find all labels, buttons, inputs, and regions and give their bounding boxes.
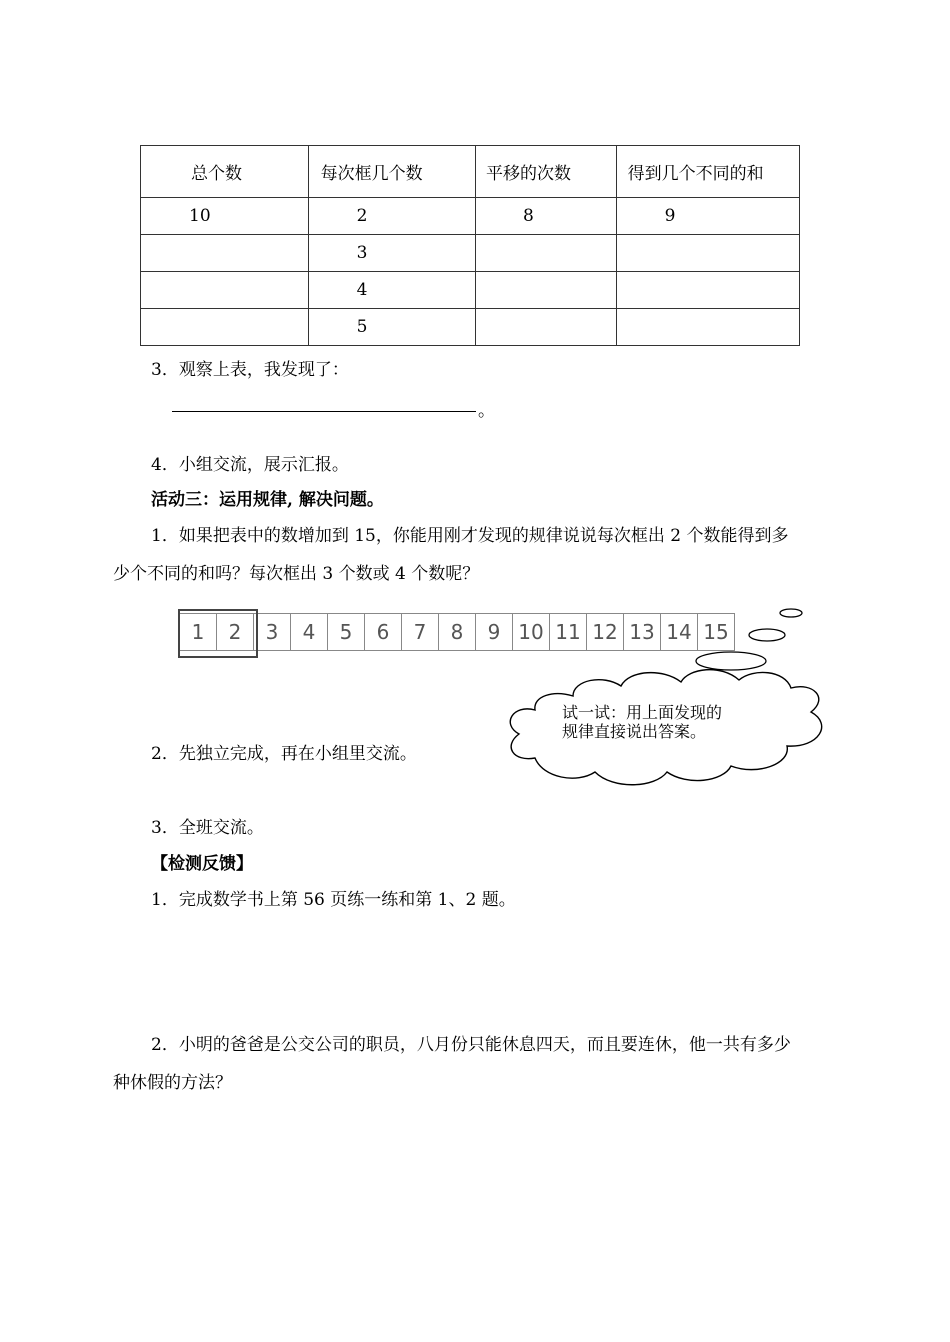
table-cell [616, 309, 799, 346]
thought-cloud-icon [495, 600, 845, 795]
table-header-cell [308, 146, 475, 198]
number-cell: 6 [364, 613, 402, 651]
table-cell [141, 272, 309, 309]
question-4: 4．小组交流，展示汇报。 [151, 455, 349, 475]
table-row [141, 198, 800, 235]
table-cell [476, 235, 617, 272]
table-cell [616, 272, 799, 309]
cell-value: 2 [356, 206, 368, 226]
activity-3-heading: 活动三：运用规律, 解决问题。 [151, 490, 384, 510]
problem-1-line-2: 少个不同的和吗？每次框出 3 个数或 4 个数呢？ [113, 564, 480, 584]
cell-value: 8 [523, 206, 534, 226]
cell-value: 5 [356, 317, 368, 337]
thought-bubble-small [780, 609, 802, 617]
feedback-2-line-2: 种休假的方法？ [113, 1073, 232, 1093]
question-3: 3．观察上表，我发现了： [151, 360, 349, 380]
feedback-2-line-1: 2．小明的爸爸是公交公司的职员，八月份只能休息四天，而且要连休，他一共有多少 [151, 1035, 791, 1055]
cell-value: 9 [664, 206, 676, 226]
table-cell [308, 198, 475, 235]
table-header-row [141, 146, 800, 198]
table-cell [476, 309, 617, 346]
header-distinct-sums: 得到几个不同的和 [627, 164, 764, 184]
table-cell [476, 198, 617, 235]
number-cell: 4 [290, 613, 328, 651]
cloud-text-line-1: 试一试：用上面发现的 [562, 703, 723, 722]
table-cell [141, 198, 309, 235]
number-cell: 3 [253, 613, 291, 651]
number-cell: 13 [623, 613, 661, 651]
thought-bubble-large [696, 652, 766, 670]
table-cell [308, 309, 475, 346]
table-row [141, 235, 800, 272]
problem-1-line-1: 1．如果把表中的数增加到 15，你能用刚才发现的规律说说每次框出 2 个数能得到多 [151, 526, 789, 546]
feedback-1: 1．完成数学书上第 56 页练一练和第 1、2 题。 [151, 890, 516, 910]
feedback-heading: 【检测反馈】 [151, 854, 253, 874]
number-cell: 7 [401, 613, 439, 651]
selection-frame [178, 609, 258, 658]
number-cell: 5 [327, 613, 365, 651]
table-cell [476, 272, 617, 309]
cell-value: 3 [356, 243, 368, 263]
answer-blank-line [172, 411, 476, 412]
table-header-cell [476, 146, 617, 198]
number-cell: 10 [512, 613, 550, 651]
table-cell [308, 235, 475, 272]
number-cell: 14 [660, 613, 698, 651]
number-cell: 8 [438, 613, 476, 651]
cloud-text [562, 703, 722, 741]
table-cell [308, 272, 475, 309]
cell-value: 4 [356, 280, 368, 300]
table-cell [141, 235, 309, 272]
number-cell: 11 [549, 613, 587, 651]
number-cell: 2 [216, 613, 254, 651]
cell-value: 10 [189, 206, 211, 226]
table-header-cell [141, 146, 309, 198]
table-cell [141, 309, 309, 346]
header-total-count: 总个数 [191, 164, 242, 184]
table-row [141, 272, 800, 309]
number-cell: 9 [475, 613, 513, 651]
number-cell: 1 [179, 613, 217, 651]
problem-3: 3．全班交流。 [151, 818, 264, 838]
header-numbers-per-frame: 每次框几个数 [320, 164, 423, 184]
header-shift-count: 平移的次数 [486, 164, 572, 184]
number-cell: 15 [697, 613, 735, 651]
table-cell [616, 198, 799, 235]
table-header-cell [616, 146, 799, 198]
number-cell: 12 [586, 613, 624, 651]
table-row [141, 309, 800, 346]
summary-table [140, 145, 800, 346]
thought-bubble-medium [749, 629, 785, 641]
problem-2: 2．先独立完成，再在小组里交流。 [151, 744, 417, 764]
answer-period: 。 [478, 401, 495, 421]
cloud-text-line-2: 规律直接说出答案。 [562, 722, 707, 741]
table-cell [616, 235, 799, 272]
